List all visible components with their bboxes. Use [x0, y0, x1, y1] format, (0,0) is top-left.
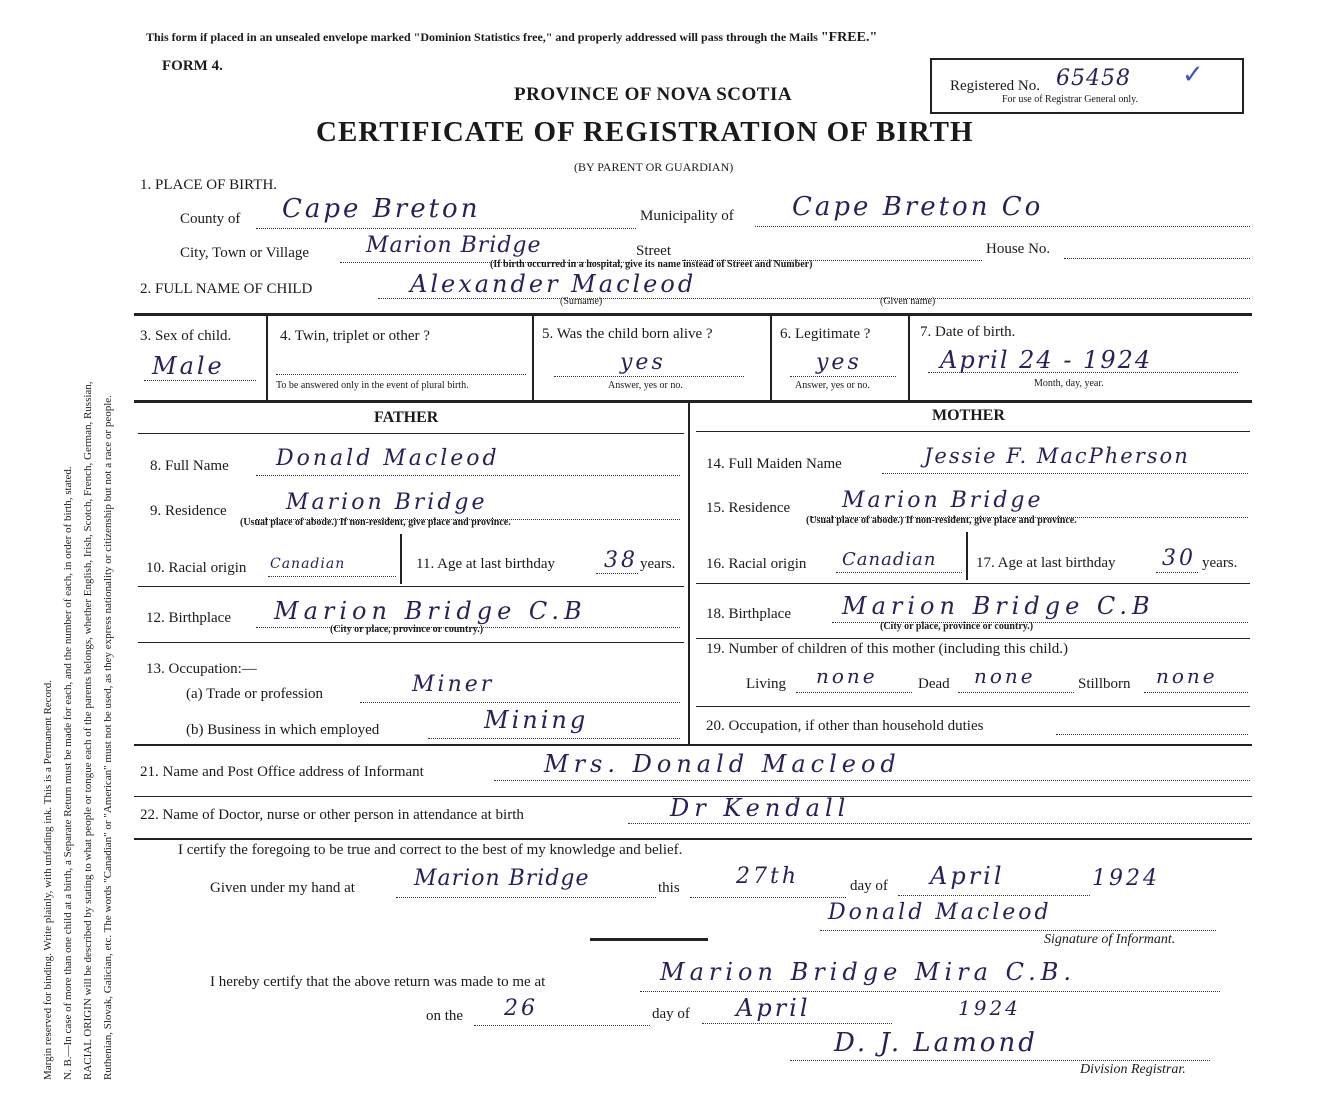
informant-label: 21. Name and Post Office address of Informant	[140, 764, 424, 780]
certify-month-value: April	[930, 862, 1005, 890]
father-race-value: Canadian	[270, 556, 346, 572]
province-heading: PROVINCE OF NOVA SCOTIA	[514, 84, 793, 105]
father-trade-label: (a) Trade or profession	[186, 686, 324, 702]
father-birthplace-value: Marion Bridge C.B	[274, 597, 587, 625]
father-trade-value: Miner	[412, 672, 495, 697]
given-label: Given under my hand at	[210, 880, 355, 896]
doctor-value: Dr Kendall	[670, 794, 851, 822]
on-the-label: on the	[426, 1008, 464, 1024]
mail-note-text: This form if placed in an unsealed envelope marked "Dominion Statistics free," and properly addressed will pass through the Mails	[146, 30, 818, 44]
page-title: CERTIFICATE OF REGISTRATION OF BIRTH	[316, 116, 974, 148]
registrar-month-value: April	[736, 994, 811, 1022]
legitimate-value: yes	[816, 350, 862, 375]
house-label: House No.	[986, 241, 1051, 257]
registrar-signature-label: Division Registrar.	[1080, 1062, 1186, 1077]
county-label: County of	[180, 211, 241, 227]
certify-statement: I certify the foregoing to be true and correct to the best of my knowledge and belief.	[178, 842, 683, 858]
mother-children-label: 19. Number of children of this mother (including this child.)	[706, 641, 1069, 657]
alive-note: Answer, yes or no.	[608, 380, 683, 391]
informant-signature-label: Signature of Informant.	[1044, 932, 1176, 947]
dob-note: Month, day, year.	[1034, 378, 1104, 389]
father-business-label: (b) Business in which employed	[186, 722, 380, 738]
registrar-statement: I hereby certify that the above return was made to me at	[210, 974, 546, 990]
mother-race-label: 16. Racial origin	[706, 556, 807, 572]
father-age-value: 38	[604, 548, 638, 573]
registrar-signature: D. J. Lamond	[834, 1028, 1038, 1058]
father-residence-note: (Usual place of abode.) If non-resident, give place and province.	[240, 517, 511, 528]
certify-dayof-label: day of	[850, 878, 888, 894]
mother-birthplace-value: Marion Bridge C.B	[842, 592, 1155, 620]
father-race-label: 10. Racial origin	[146, 560, 247, 576]
registrar-note: For use of Registrar General only.	[1002, 94, 1138, 105]
dob-label: 7. Date of birth.	[920, 324, 1016, 340]
father-birthplace-note: (City or place, province or country.)	[330, 624, 484, 635]
dob-value: April 24 - 1924	[940, 346, 1153, 374]
sex-value: Male	[152, 352, 225, 380]
certify-year-value: 1924	[1092, 866, 1160, 891]
mother-residence-note: (Usual place of abode.) If non-resident, give place and province.	[806, 515, 1077, 526]
child-name-value: Alexander Macleod	[410, 270, 697, 298]
this-label: this	[658, 880, 680, 896]
dead-label: Dead	[918, 676, 950, 692]
father-birthplace-label: 12. Birthplace	[146, 610, 231, 626]
mother-birthplace-note: (City or place, province or country.)	[880, 621, 1034, 632]
father-age-label: 11. Age at last birthday	[416, 556, 555, 572]
stillborn-label: Stillborn	[1078, 676, 1131, 692]
margin-note-nb: N. B.—In case of more than one child at a birth, a Separate Return must be made for each, and the number of each, in order of birth, stated.	[62, 466, 74, 1080]
doctor-label: 22. Name of Doctor, nurse or other person in attendance at birth	[140, 807, 524, 823]
registrar-year-value: 1924	[958, 996, 1021, 1020]
city-value: Marion Bridge	[366, 233, 542, 258]
certify-day-value: 27th	[736, 864, 800, 889]
margin-note-racial-1: RACIAL ORIGIN will be described by stating to what people or tongue each of the parents belongs, whether English, Irish, Scotch, French, German, Russian,	[82, 381, 94, 1080]
legitimate-label: 6. Legitimate ?	[780, 326, 871, 342]
street-label: Street	[636, 243, 671, 259]
municipality-label: Municipality of	[640, 208, 734, 224]
mother-residence-value: Marion Bridge	[842, 488, 1044, 513]
place-of-birth-heading: 1. PLACE OF BIRTH.	[140, 177, 278, 193]
legitimate-note: Answer, yes or no.	[795, 380, 870, 391]
father-age-unit: years.	[640, 556, 676, 572]
father-occupation-label: 13. Occupation:—	[146, 661, 257, 677]
page-subtitle: (BY PARENT OR GUARDIAN)	[574, 160, 734, 174]
mail-free: "FREE."	[820, 30, 878, 45]
father-residence-value: Marion Bridge	[286, 490, 488, 515]
given-place-value: Marion Bridge	[414, 866, 590, 891]
father-name-value: Donald Macleod	[276, 446, 500, 471]
registered-box	[930, 58, 1244, 114]
father-name-label: 8. Full Name	[150, 458, 229, 474]
surname-note: (Surname)	[560, 296, 603, 307]
alive-value: yes	[620, 350, 666, 375]
mother-name-label: 14. Full Maiden Name	[706, 456, 842, 472]
mother-name-value: Jessie F. MacPherson	[924, 444, 1190, 468]
margin-note-racial-2: Ruthenian, Slovak, Galician, etc. The words "Canadian" or "American" must not be used, as they express nationality or citizenship but not a race or people.	[102, 395, 114, 1080]
mother-age-label: 17. Age at last birthday	[976, 555, 1116, 571]
registrar-day-value: 26	[504, 996, 538, 1021]
municipality-value: Cape Breton Co	[792, 192, 1044, 222]
county-value: Cape Breton	[282, 194, 481, 224]
mother-race-value: Canadian	[842, 549, 937, 570]
given-name-note: (Given name)	[880, 296, 936, 307]
twin-note: To be answered only in the event of plural birth.	[276, 380, 469, 391]
sex-label: 3. Sex of child.	[140, 328, 232, 344]
twin-label: 4. Twin, triplet or other ?	[280, 328, 430, 344]
mail-note	[146, 30, 877, 46]
living-value: none	[816, 664, 878, 688]
mother-age-value: 30	[1162, 546, 1196, 571]
form-number: FORM 4.	[162, 58, 223, 74]
living-label: Living	[746, 676, 786, 692]
informant-value: Mrs. Donald Macleod	[544, 750, 901, 778]
father-heading: FATHER	[374, 409, 439, 426]
alive-label: 5. Was the child born alive ?	[542, 326, 713, 342]
informant-signature: Donald Macleod	[828, 900, 1052, 925]
hospital-note: (If birth occurred in a hospital, give its name instead of Street and Number)	[490, 259, 813, 270]
city-label: City, Town or Village	[180, 245, 310, 261]
registered-label: Registered No.	[950, 78, 1040, 94]
checkmark-icon: ✓	[1182, 60, 1204, 89]
mother-residence-label: 15. Residence	[706, 500, 791, 516]
mother-birthplace-label: 18. Birthplace	[706, 606, 791, 622]
mother-heading: MOTHER	[932, 407, 1005, 424]
stillborn-value: none	[1156, 664, 1218, 688]
registrar-place-value: Marion Bridge Mira C.B.	[660, 958, 1076, 986]
dead-value: none	[974, 664, 1036, 688]
father-residence-label: 9. Residence	[150, 503, 227, 519]
mother-occupation-label: 20. Occupation, if other than household duties	[706, 718, 984, 734]
registrar-dayof-label: day of	[652, 1006, 690, 1022]
father-business-value: Mining	[484, 706, 589, 734]
registered-number: 65458	[1056, 66, 1131, 91]
margin-note-binding: Margin reserved for binding. Write plainly, with unfading ink. This is a Permanent Record.	[42, 680, 54, 1080]
child-name-label: 2. FULL NAME OF CHILD	[140, 281, 313, 297]
mother-age-unit: years.	[1202, 555, 1238, 571]
